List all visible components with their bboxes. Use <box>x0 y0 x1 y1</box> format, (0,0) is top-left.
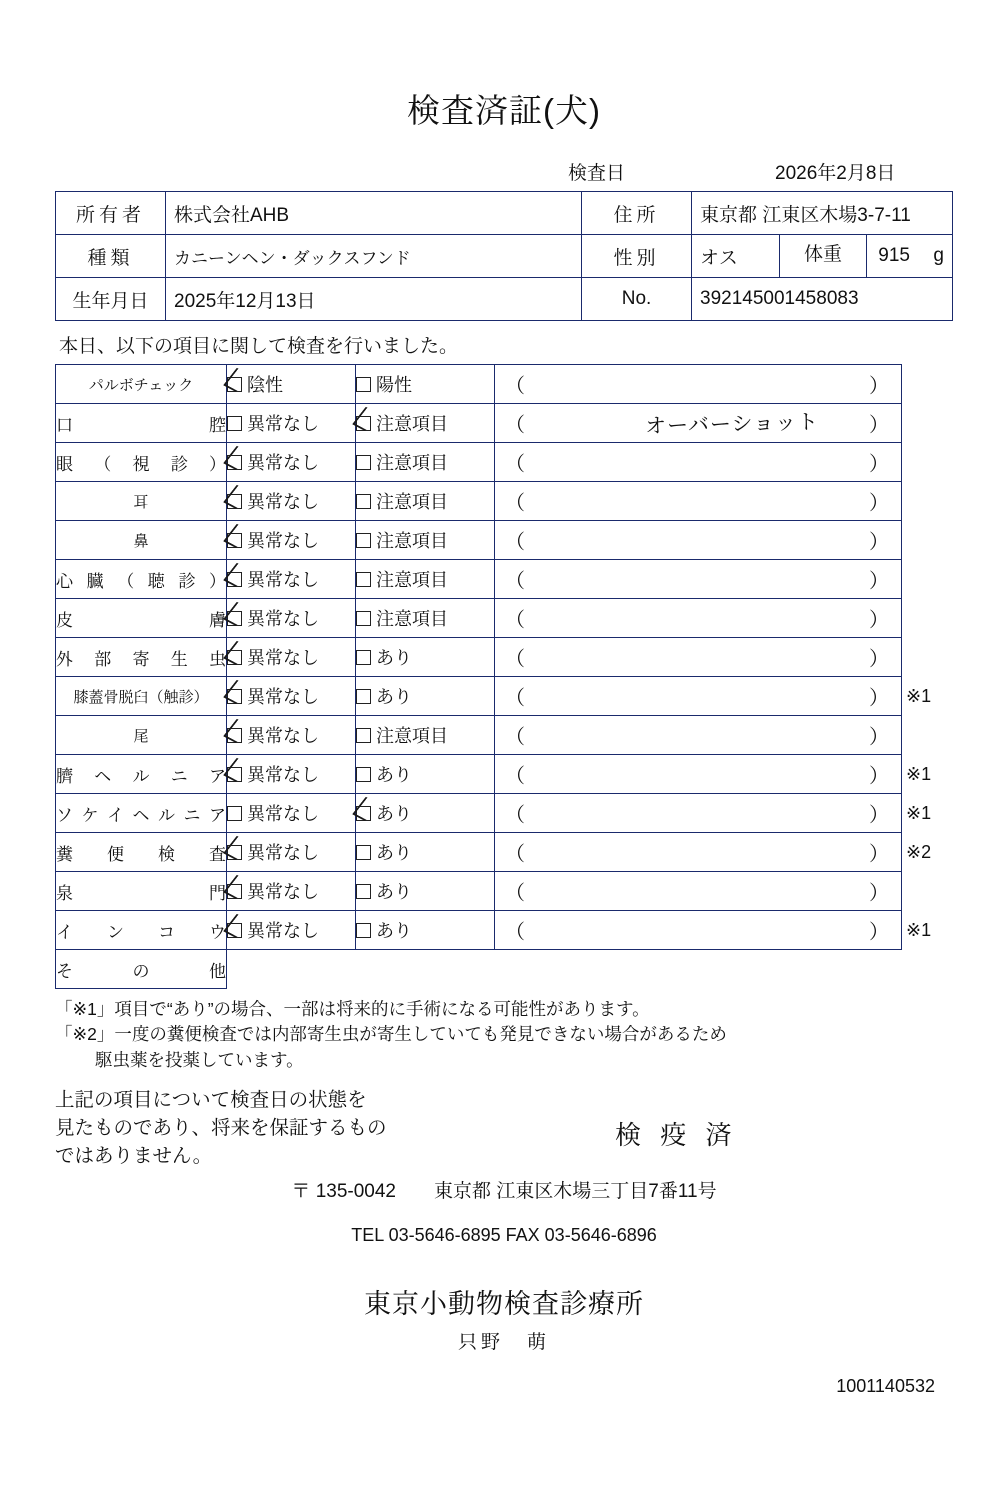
paren-open: （ <box>505 453 525 476</box>
checkbox-icon[interactable] <box>356 650 371 665</box>
remark-cell[interactable] <box>495 872 902 911</box>
paren-close: ） <box>869 843 889 866</box>
inspection-items-table <box>55 364 953 989</box>
checkbox-option-2[interactable] <box>356 599 495 638</box>
option-label: 異常なし <box>247 570 319 590</box>
inspection-item-label: 口 腔 <box>56 404 227 443</box>
option-label: 注意項目 <box>376 726 448 746</box>
remark-cell[interactable] <box>495 599 902 638</box>
checkbox-option-1[interactable] <box>227 599 356 638</box>
table-row <box>56 560 953 599</box>
serial-number: 1001140532 <box>836 1376 935 1397</box>
table-row <box>56 716 953 755</box>
remark-cell[interactable] <box>495 560 902 599</box>
checkbox-icon[interactable] <box>356 923 371 938</box>
checkbox-icon[interactable] <box>227 806 242 821</box>
paren-close: ） <box>869 687 889 710</box>
remark-cell[interactable] <box>495 755 902 794</box>
checkbox-icon[interactable] <box>227 572 242 587</box>
paren-open: （ <box>505 765 525 788</box>
note-marker <box>902 638 953 677</box>
remark-cell[interactable] <box>495 482 902 521</box>
option-label: 異常なし <box>247 648 319 668</box>
checkbox-icon[interactable] <box>356 845 371 860</box>
statement-block <box>55 1087 953 1170</box>
inspection-item-label: 尾 <box>56 716 227 755</box>
weight-label: 体重 <box>780 235 867 277</box>
table-row <box>56 521 953 560</box>
option-label: あり <box>376 882 412 902</box>
checkbox-option-1[interactable] <box>227 560 356 599</box>
paren-open: （ <box>505 804 525 827</box>
checkbox-icon[interactable] <box>227 767 242 782</box>
header-info-table <box>55 191 953 321</box>
checkbox-option-2[interactable] <box>356 833 495 872</box>
other-blank-cell <box>227 950 902 989</box>
paren-open: （ <box>505 648 525 671</box>
inspection-item-label: 皮 膚 <box>56 599 227 638</box>
inspection-item-label: 膝蓋骨脱臼（触診） <box>56 677 227 716</box>
paren-close: ） <box>869 804 889 827</box>
sex-label: 性別 <box>582 235 692 278</box>
table-row <box>56 365 953 404</box>
inspection-item-label: 外 部 寄 生 虫 <box>56 638 227 677</box>
table-row <box>56 872 953 911</box>
note-marker <box>902 404 953 443</box>
birth-value: 2025年12月13日 <box>166 278 582 321</box>
checkbox-option-1[interactable] <box>227 911 356 950</box>
checkbox-option-2[interactable] <box>356 911 495 950</box>
checkbox-icon[interactable] <box>227 494 242 509</box>
checkbox-icon[interactable] <box>356 689 371 704</box>
option-label: 異常なし <box>247 765 319 785</box>
statement-text <box>55 1087 485 1170</box>
note-marker <box>902 365 953 404</box>
option-label: あり <box>376 804 412 824</box>
option-label: あり <box>376 765 412 785</box>
paren-open: （ <box>505 609 525 632</box>
option-label: 注意項目 <box>376 453 448 473</box>
note-marker: ※1 <box>906 802 932 823</box>
remark-cell[interactable] <box>495 716 902 755</box>
clinic-name: 東京小動物検査診療所 <box>364 1289 644 1320</box>
checkbox-icon[interactable] <box>356 767 371 782</box>
breed-label: 種類 <box>56 235 166 278</box>
checkbox-icon[interactable] <box>356 572 371 587</box>
paren-open: （ <box>505 687 525 710</box>
option-label: 異常なし <box>247 726 319 746</box>
option-label: 陰性 <box>247 375 283 395</box>
table-row <box>56 638 953 677</box>
remark-cell[interactable] <box>495 443 902 482</box>
checkbox-icon[interactable] <box>356 533 371 548</box>
note-marker <box>902 443 953 482</box>
quarantine-stamp: 検 疫 済 <box>615 1120 738 1151</box>
option-label: 異常なし <box>247 882 319 902</box>
table-row <box>56 677 953 716</box>
option-label: 異常なし <box>247 531 319 551</box>
checkbox-option-2[interactable] <box>356 755 495 794</box>
checkbox-icon[interactable] <box>227 728 242 743</box>
exam-date-value: 2026年2月8日 <box>775 163 896 184</box>
exam-date-label: 検査日 <box>567 163 625 184</box>
footnote-2: 「※2」一度の糞便検査では内部寄生虫が寄生していても発見できない場合があるため <box>55 1024 727 1045</box>
option-label: 異常なし <box>247 843 319 863</box>
paren-open: （ <box>505 570 525 593</box>
checkbox-option-1[interactable] <box>227 482 356 521</box>
option-label: 注意項目 <box>376 414 448 434</box>
owner-label: 所有者 <box>56 192 166 235</box>
checkbox-option-2[interactable] <box>356 716 495 755</box>
paren-open: （ <box>505 726 525 749</box>
paren-close: ） <box>869 531 889 554</box>
table-row <box>56 192 953 235</box>
table-row <box>56 235 953 278</box>
inspector-name: 只野 萌 <box>457 1332 550 1354</box>
table-row <box>56 794 953 833</box>
checkbox-icon[interactable] <box>227 611 242 626</box>
checkbox-icon[interactable] <box>356 728 371 743</box>
remark-cell[interactable] <box>495 833 902 872</box>
table-row <box>56 755 953 794</box>
inspection-item-label: 泉 門 <box>56 872 227 911</box>
weight-unit: g <box>933 245 944 266</box>
checkbox-option-2[interactable] <box>356 638 495 677</box>
paren-open: （ <box>505 375 525 398</box>
breed-value: カニーンヘン・ダックスフンド <box>166 235 582 278</box>
checkbox-option-2[interactable] <box>356 677 495 716</box>
paren-open: （ <box>505 492 525 515</box>
inspection-item-label: イ ン コ ウ <box>56 911 227 950</box>
checkbox-icon[interactable] <box>356 806 371 821</box>
table-row <box>56 950 953 989</box>
paren-close: ） <box>869 648 889 671</box>
option-label: あり <box>376 687 412 707</box>
paren-open: （ <box>505 843 525 866</box>
remark-cell[interactable] <box>495 794 902 833</box>
checkbox-option-1[interactable] <box>227 794 356 833</box>
checkbox-option-2[interactable] <box>356 404 495 443</box>
paren-open: （ <box>505 882 525 905</box>
note-marker <box>902 950 953 989</box>
checkbox-option-2[interactable] <box>356 521 495 560</box>
checkbox-icon[interactable] <box>356 455 371 470</box>
checkbox-icon[interactable] <box>227 884 242 899</box>
checkbox-option-2[interactable] <box>356 482 495 521</box>
paren-close: ） <box>869 414 889 437</box>
no-label: No. <box>582 278 692 321</box>
option-label: あり <box>376 843 412 863</box>
footnotes <box>55 997 953 1073</box>
footnote-3: 駆虫薬を投薬しています。 <box>95 1049 304 1070</box>
checkbox-option-1[interactable] <box>227 638 356 677</box>
checkbox-icon[interactable] <box>227 533 242 548</box>
checkbox-option-1[interactable] <box>227 521 356 560</box>
note-marker <box>902 560 953 599</box>
option-label: 注意項目 <box>376 492 448 512</box>
note-marker <box>902 599 953 638</box>
note-marker <box>902 521 953 560</box>
checkbox-icon[interactable] <box>356 884 371 899</box>
checkbox-icon[interactable] <box>227 923 242 938</box>
remark-cell[interactable] <box>495 638 902 677</box>
telephone-fax: TEL 03-5646-6895 FAX 03-5646-6896 <box>351 1225 657 1246</box>
checkbox-option-1[interactable] <box>227 365 356 404</box>
table-row <box>56 404 953 443</box>
inspection-item-label: そ の 他 <box>56 950 227 989</box>
table-row <box>56 911 953 950</box>
note-marker: ※1 <box>906 685 932 706</box>
option-label: 異常なし <box>247 921 319 941</box>
table-row <box>56 599 953 638</box>
inspection-item-label: 糞 便 検 査 <box>56 833 227 872</box>
address-label: 住所 <box>582 192 692 235</box>
checkbox-icon[interactable] <box>227 377 242 392</box>
option-label: 異常なし <box>247 687 319 707</box>
paren-close: ） <box>869 375 889 398</box>
checkbox-option-1[interactable] <box>227 755 356 794</box>
checkbox-icon[interactable] <box>227 650 242 665</box>
checkbox-icon[interactable] <box>356 611 371 626</box>
inspection-item-label: 心 臓 （ 聴 診 ） <box>56 560 227 599</box>
option-label: 異常なし <box>247 609 319 629</box>
remark-cell[interactable] <box>495 404 902 443</box>
weight-cell <box>780 235 953 278</box>
checkbox-icon[interactable] <box>356 494 371 509</box>
table-row <box>56 443 953 482</box>
option-label: 注意項目 <box>376 609 448 629</box>
checkbox-icon[interactable] <box>356 377 371 392</box>
checkbox-icon[interactable] <box>227 416 242 431</box>
checkbox-icon[interactable] <box>227 845 242 860</box>
sex-value: オス <box>692 235 780 278</box>
option-label: 陽性 <box>376 375 412 395</box>
paren-close: ） <box>869 765 889 788</box>
handwritten-remark: オーバーショット <box>644 409 820 439</box>
paren-open: （ <box>505 414 525 437</box>
note-marker <box>902 716 953 755</box>
checkbox-option-2[interactable] <box>356 365 495 404</box>
paren-close: ） <box>869 453 889 476</box>
birth-label: 生年月日 <box>56 278 166 321</box>
address-value: 東京都 江東区木場3-7-11 <box>692 192 953 235</box>
footnote-1: 「※1」項目で“あり”の場合、一部は将来的に手術になる可能性があります。 <box>55 999 650 1019</box>
checkbox-icon[interactable] <box>356 416 371 431</box>
checkbox-option-1[interactable] <box>227 872 356 911</box>
checkbox-option-1[interactable] <box>227 677 356 716</box>
note-marker: ※2 <box>906 841 932 862</box>
checkbox-option-2[interactable] <box>356 872 495 911</box>
table-row <box>56 278 953 321</box>
note-marker <box>902 482 953 521</box>
checkbox-option-1[interactable] <box>227 716 356 755</box>
checkbox-option-1[interactable] <box>227 443 356 482</box>
no-value: 392145001458083 <box>692 278 953 321</box>
intro-text: 本日、以下の項目に関して検査を行いました。 <box>59 336 459 357</box>
checkbox-option-2[interactable] <box>356 560 495 599</box>
option-label: 異常なし <box>247 453 319 473</box>
exam-date-row <box>55 158 953 185</box>
inspection-item-label: 臍 ヘ ル ニ ア <box>56 755 227 794</box>
statement-line-2: 見たものであり、将来を保証するもの <box>55 1116 387 1139</box>
inspection-item-label: パルボチェック <box>56 365 227 404</box>
option-label: 注意項目 <box>376 570 448 590</box>
paren-close: ） <box>869 882 889 905</box>
paren-open: （ <box>505 531 525 554</box>
checkbox-option-2[interactable] <box>356 794 495 833</box>
remark-cell[interactable] <box>495 365 902 404</box>
option-label: あり <box>376 921 412 941</box>
paren-open: （ <box>505 921 525 944</box>
note-marker: ※1 <box>906 763 932 784</box>
paren-close: ） <box>869 921 889 944</box>
postal-address: 〒 135-0042 東京都 江東区木場三丁目7番11号 <box>291 1181 717 1203</box>
option-label: 異常なし <box>247 414 319 434</box>
table-row <box>56 482 953 521</box>
checkbox-option-1[interactable] <box>227 833 356 872</box>
inspection-item-label: 鼻 <box>56 521 227 560</box>
inspection-item-label: ソ ケ イ ヘ ル ニ ア <box>56 794 227 833</box>
note-marker <box>902 872 953 911</box>
inspection-item-label: 眼 （ 視 診 ） <box>56 443 227 482</box>
paren-close: ） <box>869 609 889 632</box>
owner-value: 株式会社AHB <box>166 192 582 235</box>
paren-close: ） <box>869 726 889 749</box>
page-title: 検査済証(犬) <box>407 92 601 129</box>
option-label: 異常なし <box>247 804 319 824</box>
checkbox-icon[interactable] <box>227 455 242 470</box>
note-marker: ※1 <box>906 919 932 940</box>
option-label: 注意項目 <box>376 531 448 551</box>
option-label: 異常なし <box>247 492 319 512</box>
remark-cell[interactable] <box>495 677 902 716</box>
paren-close: ） <box>869 570 889 593</box>
statement-line-3: ではありません。 <box>55 1144 213 1167</box>
remark-cell[interactable] <box>495 521 902 560</box>
statement-line-1: 上記の項目について検査日の状態を <box>55 1089 367 1112</box>
checkbox-option-1[interactable] <box>227 404 356 443</box>
table-row <box>56 833 953 872</box>
paren-close: ） <box>869 492 889 515</box>
remark-cell[interactable] <box>495 911 902 950</box>
checkbox-icon[interactable] <box>227 689 242 704</box>
inspection-item-label: 耳 <box>56 482 227 521</box>
weight-value: 915 <box>878 245 910 266</box>
checkbox-option-2[interactable] <box>356 443 495 482</box>
option-label: あり <box>376 648 412 668</box>
